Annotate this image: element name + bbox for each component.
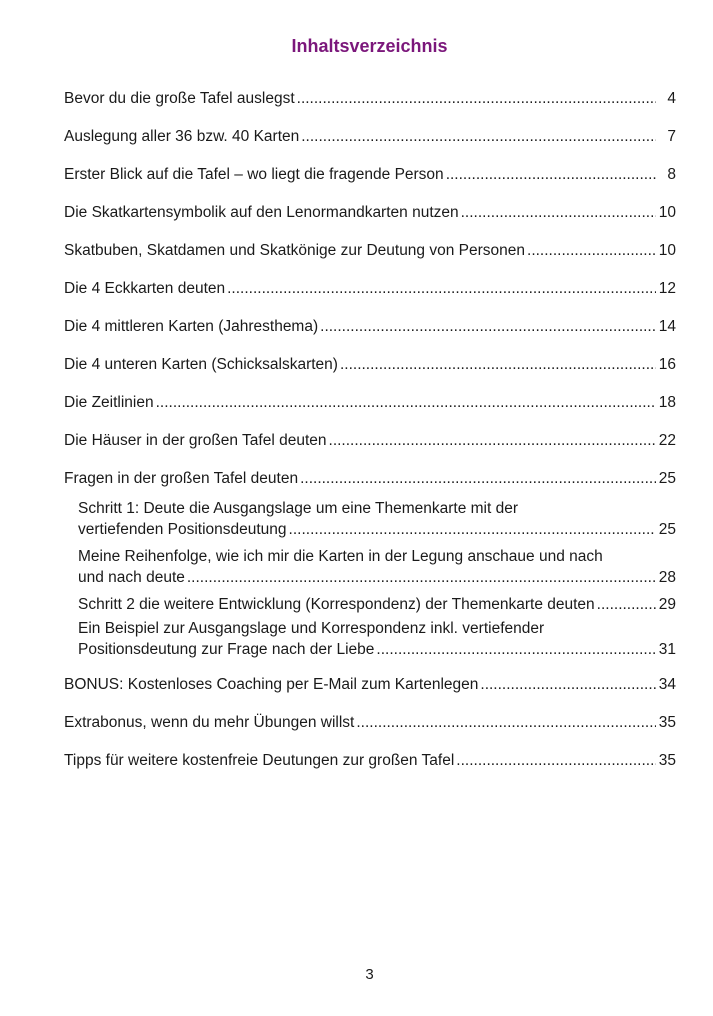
toc-entry-page: 12 [658, 280, 676, 297]
dot-leader [187, 567, 656, 588]
toc-entry-page: 35 [658, 752, 676, 769]
toc-entry[interactable] [64, 354, 676, 392]
toc-entry[interactable] [64, 750, 676, 788]
toc-list [64, 88, 676, 788]
toc-entry-page: 25 [658, 470, 676, 487]
dot-leader [356, 712, 656, 733]
toc-entry[interactable] [64, 392, 676, 430]
toc-entry-page: 18 [658, 394, 676, 411]
toc-subentry-line1: Meine Reihenfolge, wie ich mir die Karten in der Legung anschaue und nach [78, 548, 603, 565]
toc-entry-text: Tipps für weitere kostenfreie Deutungen zur großen Tafel [64, 752, 455, 769]
toc-entry[interactable] [64, 430, 676, 468]
toc-subentry[interactable] [64, 594, 676, 618]
dot-leader [597, 594, 656, 615]
toc-entry-text: BONUS: Kostenloses Coaching per E-Mail zum Kartenlegen [64, 676, 479, 693]
toc-entry-page: 35 [658, 714, 676, 731]
toc-subentry[interactable] [64, 618, 676, 666]
dot-leader [289, 519, 656, 540]
toc-entry-text: Die Häuser in der großen Tafel deuten [64, 432, 327, 449]
toc-entry-text: Erster Blick auf die Tafel – wo liegt die fragende Person [64, 166, 444, 183]
dot-leader [156, 392, 656, 413]
toc-entry-text: Bevor du die große Tafel auslegst [64, 90, 295, 107]
toc-entry-page: 10 [658, 242, 676, 259]
dot-leader [227, 278, 656, 299]
toc-entry[interactable] [64, 468, 676, 498]
toc-entry[interactable] [64, 202, 676, 240]
toc-entry[interactable] [64, 164, 676, 202]
toc-entry-text: Auslegung aller 36 bzw. 40 Karten [64, 128, 300, 145]
toc-subentry-line1: Schritt 1: Deute die Ausgangslage um eine Themenkarte mit der [78, 500, 518, 517]
toc-entry[interactable] [64, 126, 676, 164]
toc-entry-text: Fragen in der großen Tafel deuten [64, 470, 299, 487]
dot-leader [456, 750, 656, 771]
dot-leader [320, 316, 656, 337]
dot-leader [461, 202, 656, 223]
toc-entry-page: 34 [658, 676, 676, 693]
toc-subentry-line1: Ein Beispiel zur Ausgangslage und Korrespondenz inkl. vertiefender [78, 620, 545, 637]
toc-entry-text: Die Skatkartensymbolik auf den Lenormandkarten nutzen [64, 204, 459, 221]
toc-entry-text: Schritt 2 die weitere Entwicklung (Korrespondenz) der Themenkarte deuten [78, 596, 595, 613]
dot-leader [527, 240, 656, 261]
dot-leader [301, 126, 656, 147]
toc-entry-page: 28 [658, 569, 676, 586]
dot-leader [300, 468, 656, 489]
toc-entry-text: Die 4 Eckkarten deuten [64, 280, 226, 297]
toc-entry[interactable] [64, 88, 676, 126]
dot-leader [480, 674, 656, 695]
toc-entry-text: und nach deute [78, 569, 185, 586]
toc-subentry[interactable] [64, 546, 676, 594]
toc-entry-page: 4 [667, 90, 676, 107]
toc-subentry[interactable] [64, 498, 676, 546]
toc-entry-page: 31 [658, 641, 676, 658]
toc-entry-text: Die 4 mittleren Karten (Jahresthema) [64, 318, 319, 335]
toc-entry-page: 7 [667, 128, 676, 145]
dot-leader [446, 164, 656, 185]
toc-entry-page: 8 [667, 166, 676, 183]
toc-entry[interactable] [64, 674, 676, 712]
toc-entry-page: 14 [658, 318, 676, 335]
dot-leader [376, 639, 656, 660]
toc-entry-page: 10 [658, 204, 676, 221]
toc-entry-page: 22 [658, 432, 676, 449]
toc-entry-text: Positionsdeutung zur Frage nach der Liebe [78, 641, 375, 658]
dot-leader [297, 88, 656, 109]
toc-entry-text: Die 4 unteren Karten (Schicksalskarten) [64, 356, 338, 373]
toc-entry-text: Die Zeitlinien [64, 394, 154, 411]
dot-leader [340, 354, 656, 375]
toc-entry[interactable] [64, 316, 676, 354]
toc-entry-page: 29 [658, 596, 676, 613]
toc-entry[interactable] [64, 278, 676, 316]
page-title: Inhaltsverzeichnis [291, 36, 448, 56]
toc-entry[interactable] [64, 240, 676, 278]
toc-entry[interactable] [64, 712, 676, 750]
toc-entry-text: Extrabonus, wenn du mehr Übungen willst [64, 714, 355, 731]
toc-entry-text: Skatbuben, Skatdamen und Skatkönige zur Deutung von Personen [64, 242, 526, 259]
toc-entry-page: 16 [658, 356, 676, 373]
dot-leader [329, 430, 656, 451]
toc-entry-text: vertiefenden Positionsdeutung [78, 521, 287, 538]
toc-entry-page: 25 [658, 521, 676, 538]
page-number: 3 [365, 966, 374, 983]
